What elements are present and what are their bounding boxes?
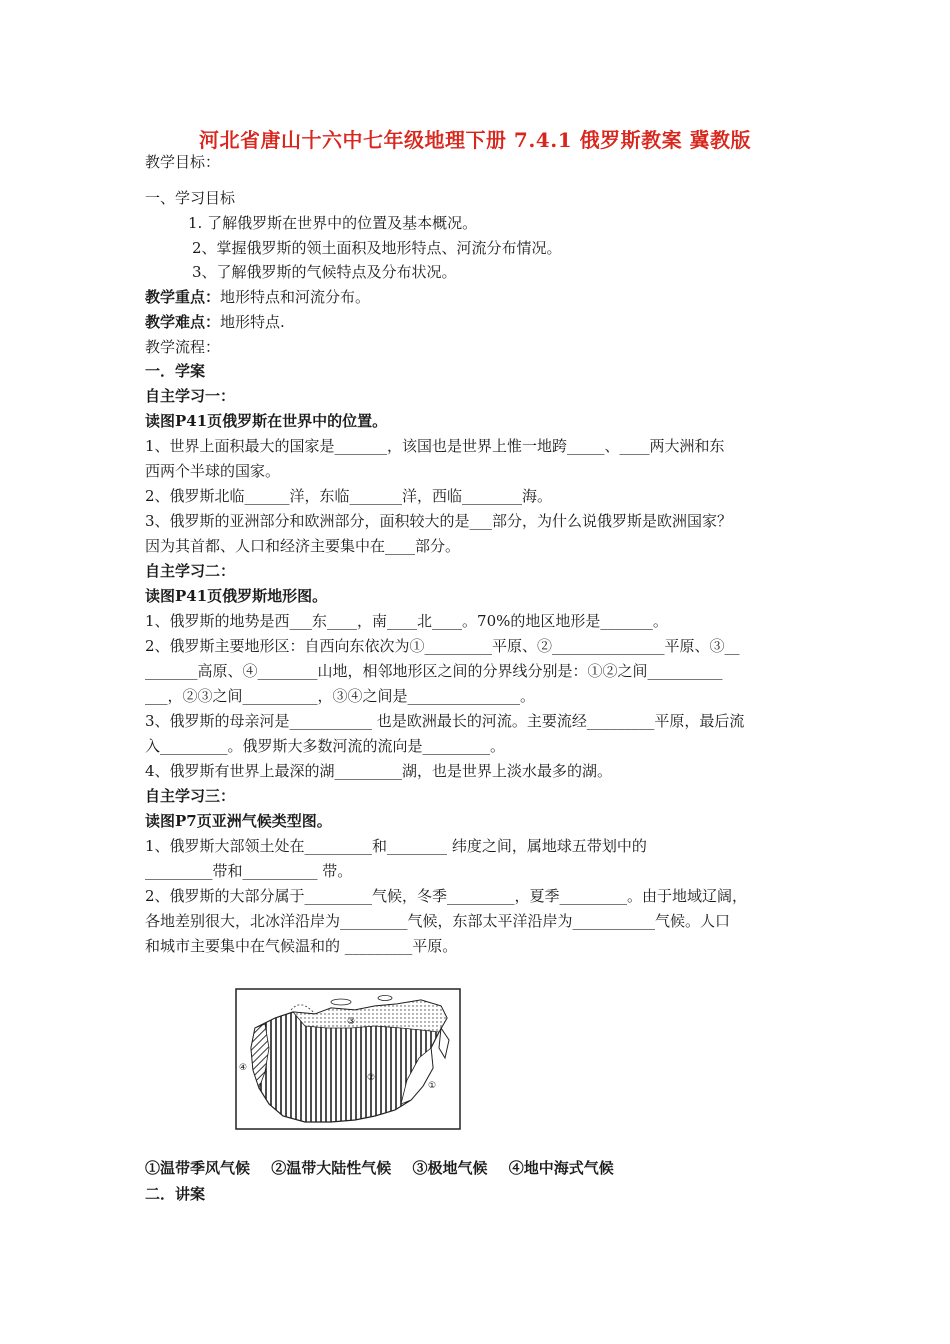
self-study-2-heading: 自主学习二： — [145, 562, 236, 580]
legend-item-4: ④地中海式气候 — [508, 1159, 614, 1177]
teaching-goals-heading: 教学目标： — [145, 153, 221, 171]
question-line: 入_________。俄罗斯大多数河流的流向是_________。 — [145, 737, 506, 755]
map-label-1: ① — [428, 1081, 437, 1091]
question-line: 3、俄罗斯的亚洲部分和欧洲部分，面积较大的是___部分，为什么说俄罗斯是欧洲国家？ — [145, 512, 733, 530]
difficulty-text: 地形特点. — [220, 313, 285, 331]
key-point-line — [145, 287, 813, 307]
question-line: 1、俄罗斯的地势是西___东____，南____北____。70%的地区地形是_______。 — [145, 612, 668, 630]
legend-item-2: ②温带大陆性气候 — [271, 1159, 392, 1177]
question-line: _________带和__________ 带。 — [145, 862, 353, 880]
learning-goals-heading: 一、学习目标 — [145, 189, 236, 207]
question-line: ___，②③之间__________，③④之间是_______________。 — [145, 687, 536, 705]
key-point-label: 教学重点： — [145, 288, 221, 306]
question-line: 3、俄罗斯的母亲河是___________ 也是欧洲最长的河流。主要流经_________平原，最后流 — [145, 712, 745, 730]
self-study-1-heading: 自主学习一： — [145, 387, 236, 405]
self-study-1-instruction: 读图P41页俄罗斯在世界中的位置。 — [145, 412, 388, 430]
question-line: 4、俄罗斯有世界上最深的湖_________湖，也是世界上淡水最多的湖。 — [145, 762, 613, 780]
question-line: 和城市主要集中在气候温和的 _________平原。 — [145, 937, 458, 955]
difficulty-line — [145, 312, 813, 332]
question-line: 2、俄罗斯的大部分属于_________气候，冬季_________，夏季_________。由于地域辽阔， — [145, 887, 748, 905]
section-2-heading: 二．讲案 — [145, 1185, 206, 1203]
legend-item-1: ①温带季风气候 — [145, 1159, 251, 1177]
map-label-4: ④ — [239, 1063, 248, 1073]
difficulty-label: 教学难点： — [145, 313, 221, 331]
key-point-text: 地形特点和河流分布。 — [220, 288, 371, 306]
section-1-heading: 一．学案 — [145, 362, 206, 380]
legend-item-3: ③极地气候 — [412, 1159, 488, 1177]
self-study-2-instruction: 读图P41页俄罗斯地形图。 — [145, 587, 328, 605]
self-study-3-heading: 自主学习三： — [145, 787, 236, 805]
arctic-island — [378, 996, 392, 1001]
question-line: 1、世界上面积最大的国家是_______，该国也是世界上惟一地跨_____、____两大洲和东 — [145, 437, 725, 455]
goal-item-1: 1. 了解俄罗斯在世界中的位置及基本概况。 — [188, 214, 478, 232]
goal-item-3: 3、了解俄罗斯的气候特点及分布状况。 — [192, 263, 457, 281]
map-legend — [145, 1157, 630, 1178]
novaya-zemlya — [331, 999, 351, 1005]
question-line: 西两个半球的国家。 — [145, 462, 281, 480]
map-label-3: ③ — [347, 1017, 356, 1027]
question-line: _______高原、④________山地，相邻地形区之间的分界线分别是：①②之间__________ — [145, 662, 723, 680]
document-title: 河北省唐山十六中七年级地理下册 7.4.1 俄罗斯教案 冀教版 — [198, 128, 752, 152]
question-line: 各地差别很大，北冰洋沿岸为_________气候，东部太平洋沿岸为___________气候。人口 — [145, 912, 731, 930]
teaching-process-heading: 教学流程： — [145, 338, 221, 356]
question-line: 2、俄罗斯北临______洋，东临_______洋，西临________海。 — [145, 487, 553, 505]
question-line: 因为其首都、人口和经济主要集中在____部分。 — [145, 537, 461, 555]
goal-item-2: 2、掌握俄罗斯的领土面积及地形特点、河流分布情况。 — [192, 239, 562, 257]
russia-climate-map — [235, 988, 461, 1130]
question-line: 1、俄罗斯大部领土处在_________和________ 纬度之间，属地球五带划中的 — [145, 837, 647, 855]
self-study-3-instruction: 读图P7页亚洲气候类型图。 — [145, 812, 332, 830]
question-line: 2、俄罗斯主要地形区：自西向东依次为①_________平原、②_______________平原、③__ — [145, 637, 740, 655]
map-label-2: ② — [367, 1073, 376, 1083]
